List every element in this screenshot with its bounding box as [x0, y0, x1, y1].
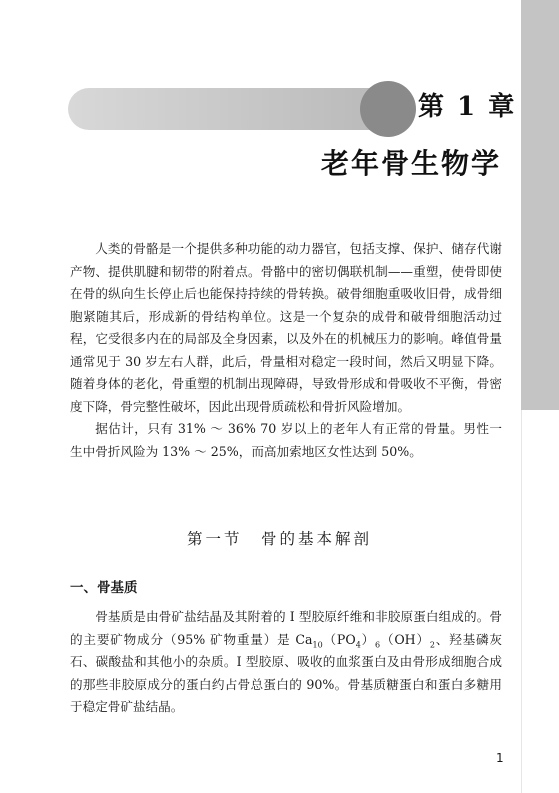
section-paragraph [70, 606, 502, 719]
formula-subscript: 10 [312, 640, 323, 650]
chapter-circle-decoration [360, 81, 416, 137]
subsection-heading: 一、骨基质 [70, 580, 138, 596]
intro-paragraph-2: 据估计，只有 31% ～ 36% 70 岁以上的老年人有正常的骨量。男性一生中骨折风险为 13% ～ 25%，而高加索地区女性达到 50%。 [70, 421, 502, 459]
para-text-a: 骨基质是由骨矿盐结晶及其附着的 I 型胶原纤维和非胶原蛋白组成的。骨的主要矿物成分（95% 矿物重量）是 Ca [70, 609, 502, 647]
intro-paragraph-1: 人类的骨骼是一个提供多种功能的动力器官，包括支撑、保护、储存代谢产物、提供肌腱和韧带的附着点。骨骼中的密切偶联机制——重塑，使骨即使在骨的纵向生长停止后也能保持持续的骨转换。破骨细胞重吸收旧骨，成骨细胞紧随其后，形成新的骨结构单位。这是一个复杂的成骨和破骨细胞活动过程，它受很多内在的局部及全身因素，以及外在的机械压力的影响。峰值骨量通常见于 30 岁左右人群，此后，骨量相对稳定一段时间，然后又明显下降。随着身体的老化，骨重塑的机制出现障碍，导致骨形成和骨吸收不平衡，骨密度下降，骨完整性破坏，因此出现骨质疏松和骨折风险增加。 [70, 241, 502, 414]
formula-subscript: 2 [429, 640, 435, 650]
para-text-c: ） [360, 631, 376, 647]
intro-text [70, 238, 502, 463]
section-heading: 第一节 骨的基本解剖 [186, 530, 372, 548]
para-text-b: （PO [322, 631, 356, 647]
para-text-d: （OH） [380, 631, 430, 647]
chapter-side-tab [521, 0, 559, 410]
formula-subscript: 6 [375, 640, 381, 650]
chapter-banner [68, 88, 390, 130]
chapter-title: 老年骨生物学 [320, 147, 501, 180]
page-number: 1 [496, 751, 504, 765]
page-margin [521, 410, 559, 793]
chapter-number: 第 1 章 [418, 92, 517, 122]
section-text [70, 606, 502, 719]
formula-subscript: 4 [355, 640, 361, 650]
para-text-e: 、羟基磷灰石、碳酸盐和其他小的杂质。I 型胶原、吸收的血浆蛋白及由骨形成细胞合成的那些非胶原成分的蛋白约占骨总蛋白的 90%。骨基质糖蛋白和蛋白多糖用于稳定骨矿盐结晶。 [70, 631, 503, 714]
